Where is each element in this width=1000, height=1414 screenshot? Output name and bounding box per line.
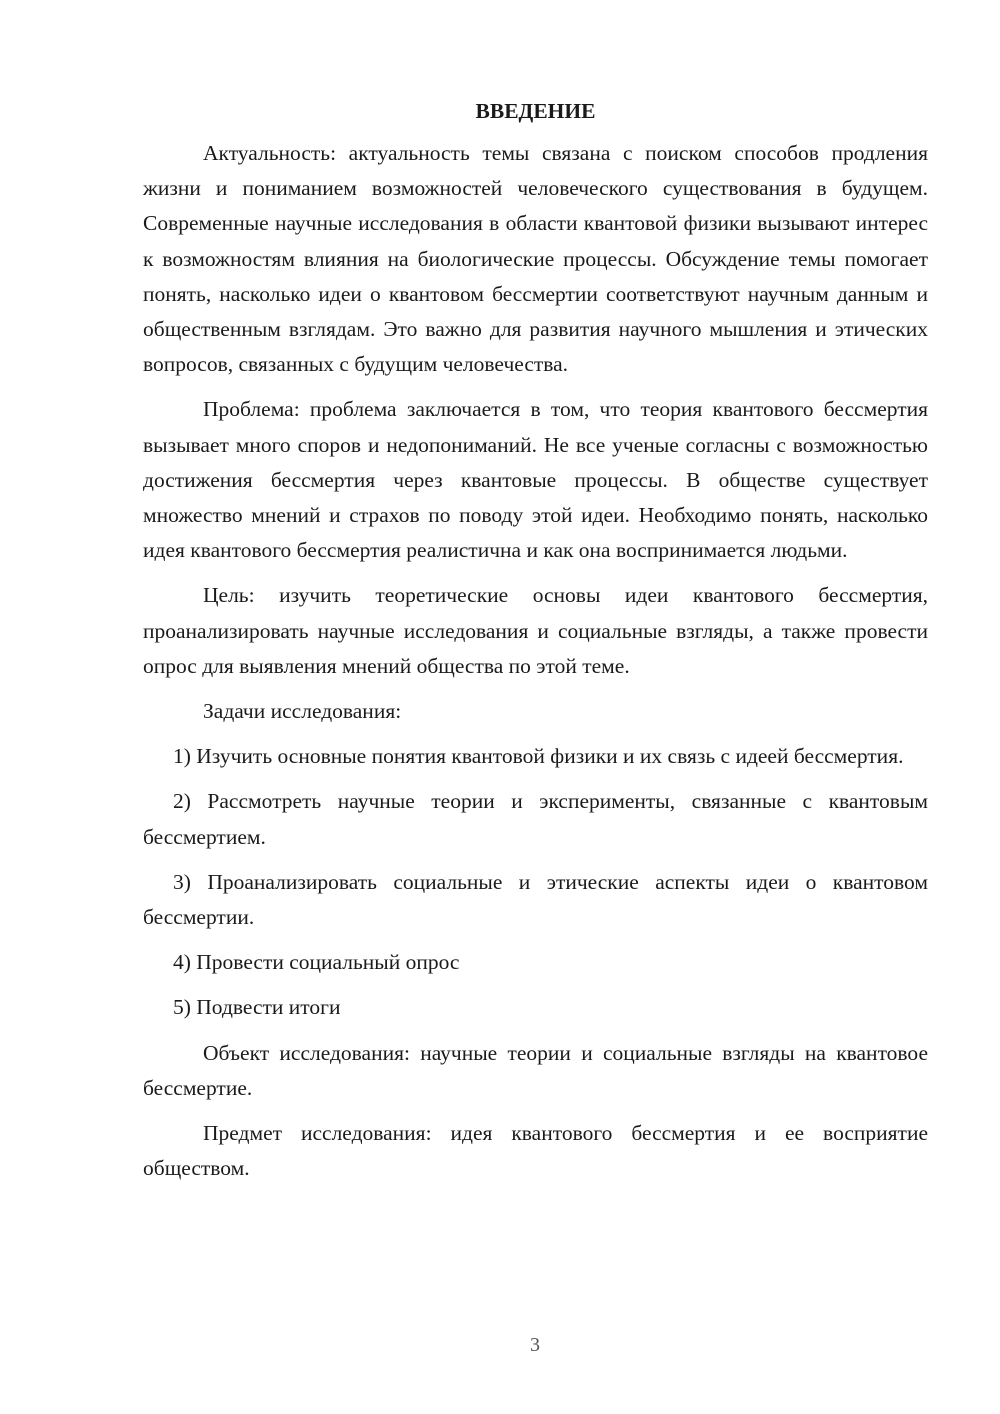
relevance-paragraph: Актуальность: актуальность темы связана с поиском способов продления жизни и пониманием возможностей человеческого существования в будущем. Современные научные исследования в области квантовой физики вызывают интерес к возможностям влияния на биологические процессы. Обсуждение темы помогает понять, насколько идеи о квантовом бессмертии соответствуют научным данным и общественным взглядам. Это важно для развития научного мышления и этических вопросов, связанных с будущим человечества. — [143, 141, 928, 377]
goal-paragraph: Цель: изучить теоретические основы идеи квантового бессмертия, проанализировать научные исследования и социальные взгляды, а также провести опрос для выявления мнений общества по этой теме. — [143, 583, 928, 678]
task-item-3: 3) Проанализировать социальные и этические аспекты идеи о квантовом бессмертии. — [143, 869, 928, 930]
object-paragraph: Объект исследования: научные теории и социальные взгляды на квантовое бессмертие. — [143, 1040, 928, 1100]
task-item-5: 5) Подвести итоги — [173, 995, 341, 1020]
task-item-4: 4) Провести социальный опрос — [173, 950, 460, 975]
document-page — [143, 96, 928, 1196]
page-title: ВВЕДЕНИЕ — [475, 99, 596, 123]
tasks-list — [143, 739, 928, 1025]
tasks-heading: Задачи исследования: — [203, 699, 402, 724]
task-item-2: 2) Рассмотреть научные теории и эксперименты, связанные с квантовым бессмертием. — [143, 789, 928, 849]
page-number: 3 — [530, 1334, 540, 1356]
subject-paragraph: Предмет исследования: идея квантового бессмертия и ее восприятие обществом. — [143, 1121, 928, 1181]
problem-paragraph: Проблема: проблема заключается в том, что теория квантового бессмертия вызывает много споров и недопониманий. Не все ученые согласны с возможностью достижения бессмертия через квантовые процессы. В обществе существует множество мнений и страхов по поводу этой идеи. Необходимо понять, насколько идея квантового бессмертия реалистична и как она воспринимается людьми. — [143, 397, 928, 563]
task-item-1: 1) Изучить основные понятия квантовой физики и их связь с идеей бессмертия. — [173, 744, 904, 769]
